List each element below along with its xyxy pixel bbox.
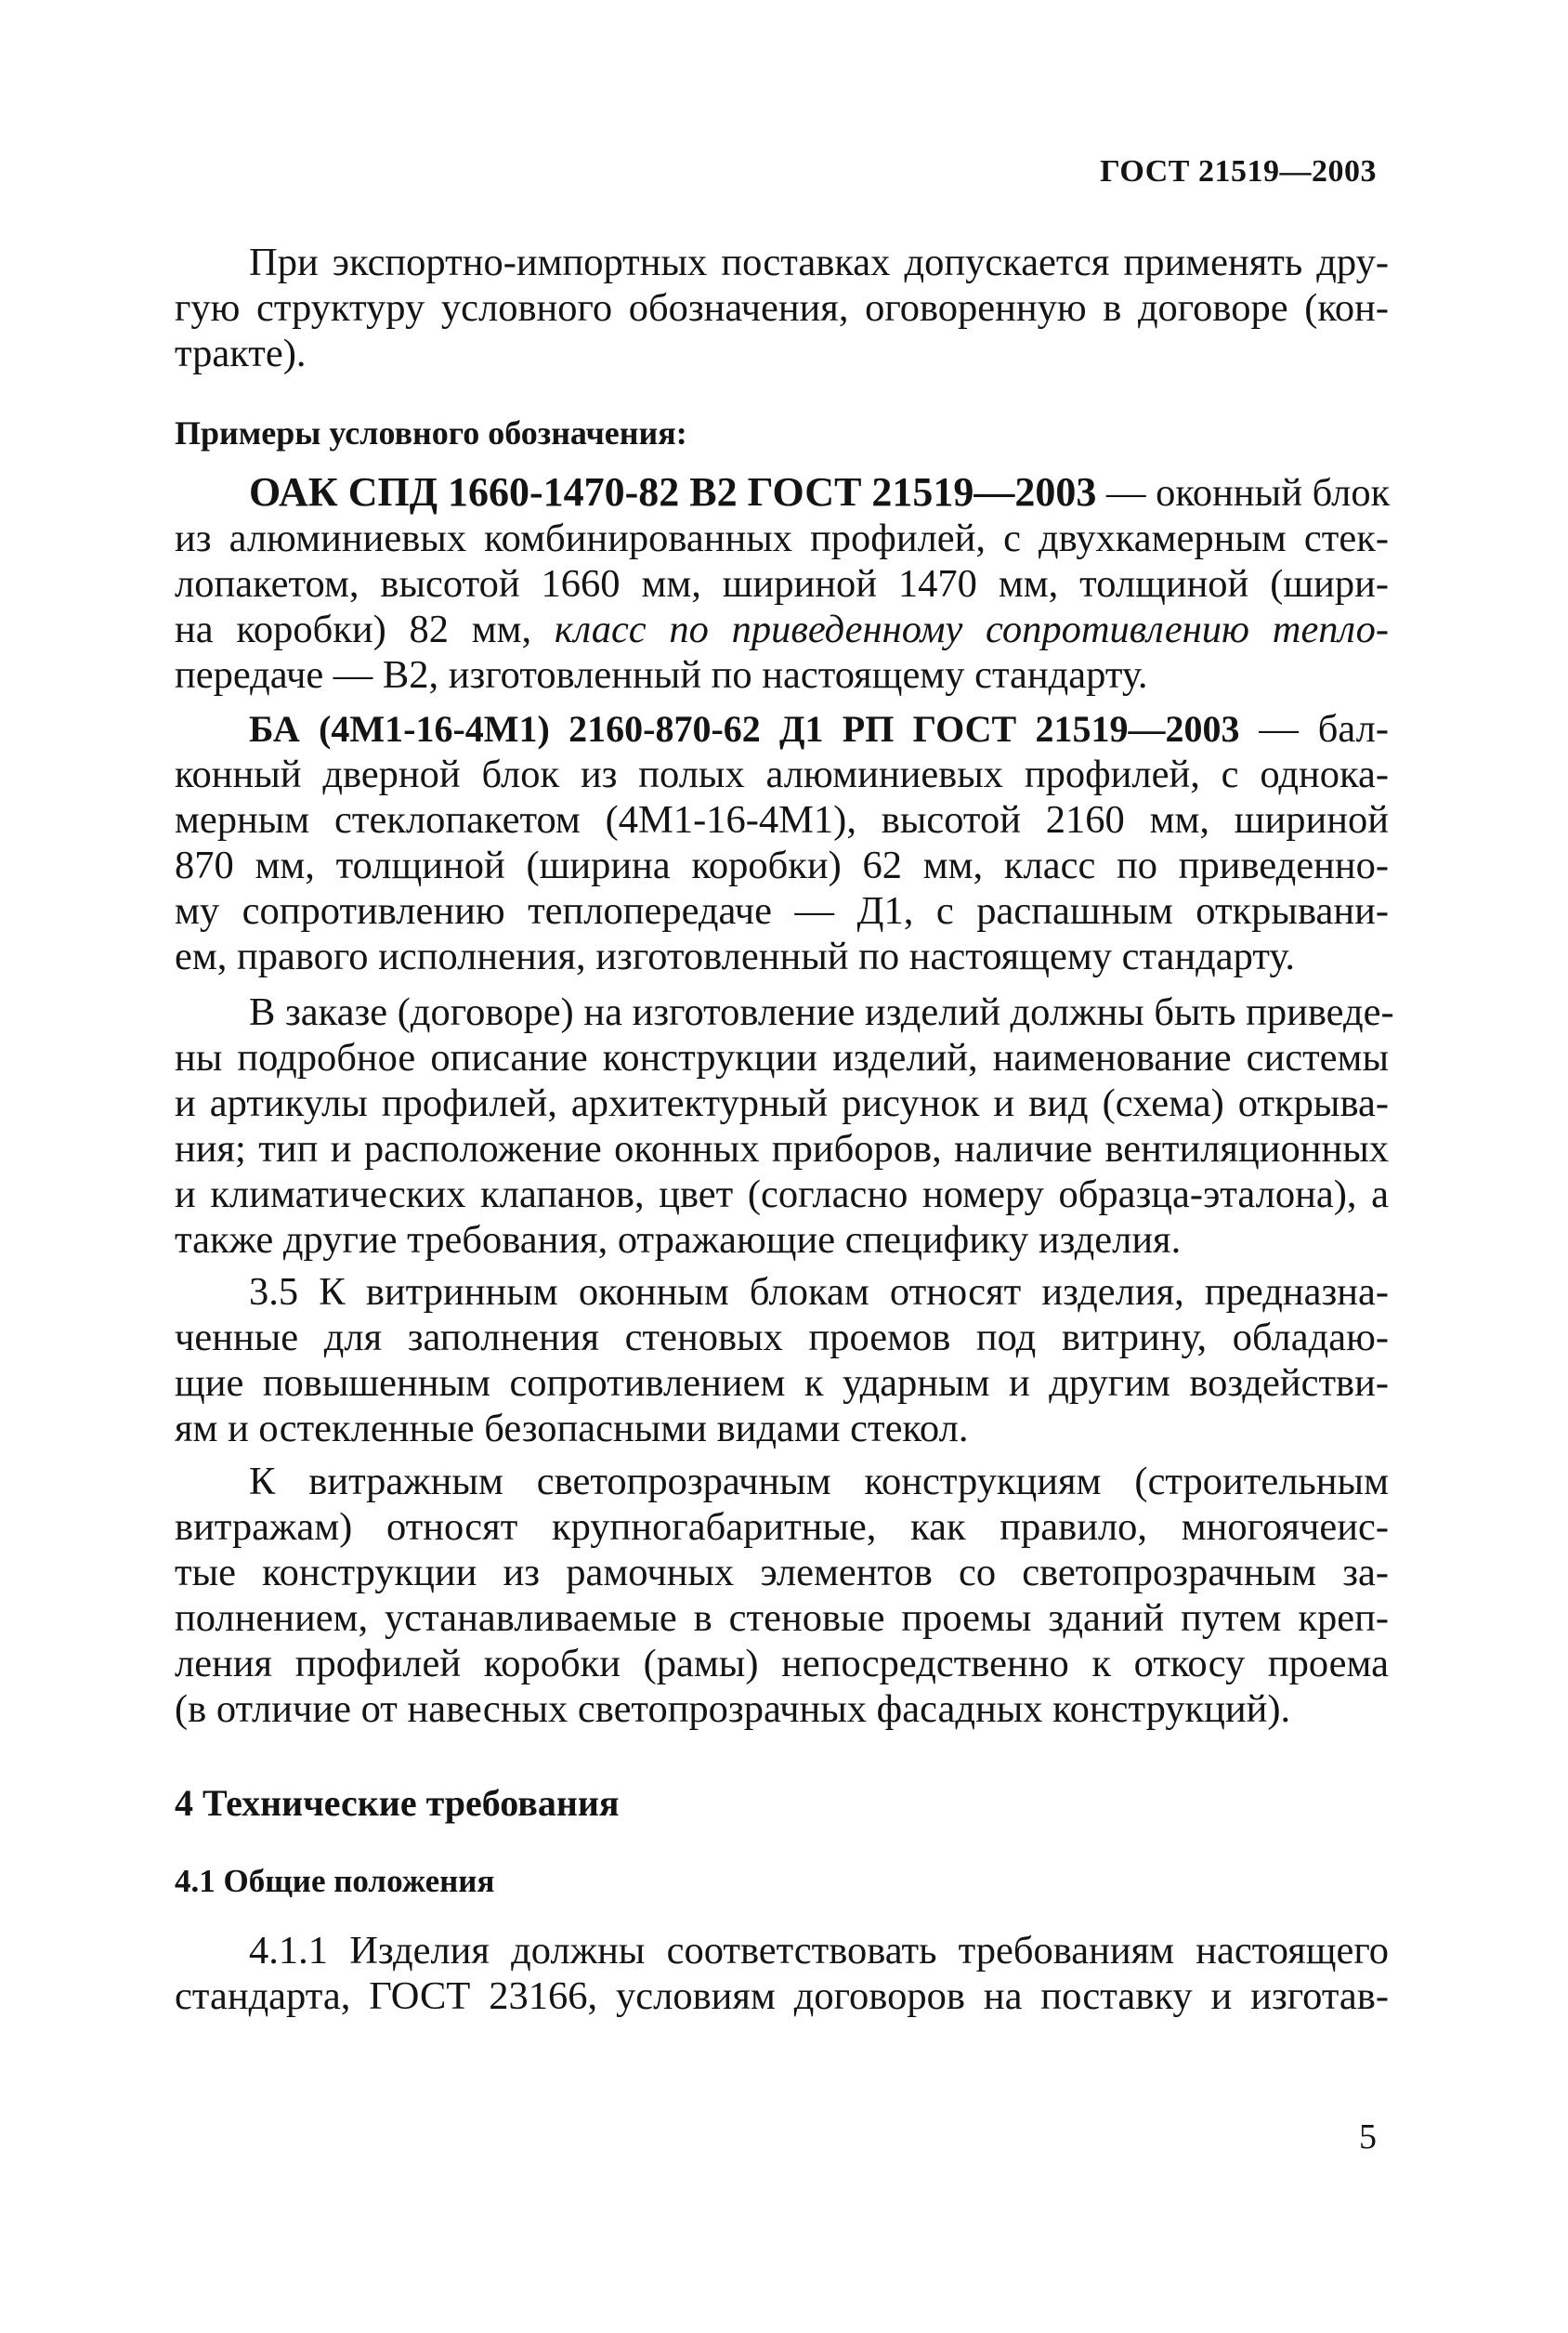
text-line: ченные для заполнения стеновых проемов под витрину, обладаю- <box>175 1316 1389 1359</box>
example-1-code: ОАК СПД 1660-1470-82 В2 ГОСТ 21519—2003 <box>249 469 1097 515</box>
paragraph-3-5 <box>175 1269 1389 1451</box>
section-4-1-title: 4.1 Общие положения <box>175 1863 495 1899</box>
text-line: ны подробное описание конструкции изделий, наименование системы <box>175 1036 1389 1080</box>
paragraph-export <box>175 240 1389 376</box>
page-number: 5 <box>1359 2117 1377 2156</box>
example-1 <box>175 469 1389 698</box>
text-line <box>175 706 1389 752</box>
text-line: тые конструкции из рамочных элементов со светопрозрачным за- <box>175 1551 1389 1594</box>
text-line: (в отличие от навесных светопрозрачных фасадных конструкций). <box>175 1687 1291 1731</box>
text-line: и климатических клапанов, цвет (согласно номеру образца-эталона), а <box>175 1173 1389 1216</box>
text-line <box>175 469 1389 516</box>
text-line: стандарта, ГОСТ 23166, условиям договоров на поставку и изготав- <box>175 1974 1389 2018</box>
text-line: ления профилей коробки (рамы) непосредственно к откосу проема <box>175 1642 1389 1685</box>
text-line: из алюминиевых комбинированных профилей, с двухкамерным стек- <box>175 517 1389 560</box>
paragraph-vitrazh <box>175 1459 1389 1732</box>
text-line: витражам) относят крупногабаритные, как правило, многоячеис- <box>175 1505 1389 1549</box>
text-line: гую структуру условного обозначения, оговоренную в договоре (кон- <box>175 286 1389 330</box>
document-code-header: ГОСТ 21519—2003 <box>1100 154 1377 189</box>
paragraph-order <box>175 990 1394 1263</box>
text-line: 3.5 К витринным оконным блокам относят изделия, предназна- <box>249 1270 1389 1314</box>
example-2-desc-start: — бал- <box>1239 707 1389 751</box>
text-line: му сопротивлению теплопередаче — Д1, с распашным открывани- <box>175 889 1389 933</box>
text-line: ям и остекленные безопасными видами стекол. <box>175 1407 969 1450</box>
text-line: лопакетом, высотой 1660 мм, шириной 1470 мм, толщиной (шири- <box>175 562 1389 606</box>
examples-heading: Примеры условного обозначения: <box>175 414 687 452</box>
text-line: При экспортно-импортных поставках допускается применять дру- <box>249 241 1389 284</box>
text-line: В заказе (договоре) на изготовление изделий должны быть приведе- <box>249 990 1394 1034</box>
text-line: 870 мм, толщиной (ширина коробки) 62 мм, класс по приведенно- <box>175 844 1389 887</box>
italic-fragment: класс по приведенному сопротивлению тепло- <box>554 608 1390 651</box>
section-4-title: 4 Технические требования <box>175 1782 620 1824</box>
text-fragment: на коробки) 82 мм, <box>175 608 555 651</box>
text-line: ния; тип и расположение оконных приборов, наличие вентиляционных <box>175 1127 1389 1171</box>
text-line: конный дверной блок из полых алюминиевых профилей, с однока- <box>175 753 1389 796</box>
text-line: полнением, устанавливаемые в стеновые проемы зданий путем креп- <box>175 1596 1389 1640</box>
text-line: и артикулы профилей, архитектурный рисунок и вид (схема) открыва- <box>175 1081 1389 1125</box>
text-line: тракте). <box>175 332 307 375</box>
paragraph-4-1-1 <box>175 1928 1389 2019</box>
text-line: также другие требования, отражающие специфику изделия. <box>175 1218 1182 1262</box>
example-2-code: БА (4М1-16-4М1) 2160-870-62 Д1 РП ГОСТ 21519—2003 <box>249 708 1240 750</box>
example-2 <box>175 706 1389 979</box>
text-line: ем, правого исполнения, изготовленный по настоящему стандарту. <box>175 935 1295 978</box>
text-line: 4.1.1 Изделия должны соответствовать требованиям настоящего <box>249 1929 1389 1973</box>
example-1-desc-start: — оконный блок <box>1096 471 1391 515</box>
text-line: передаче — В2, изготовленный по настоящему стандарту. <box>175 653 1148 697</box>
text-line: мерным стеклопакетом (4М1-16-4М1), высотой 2160 мм, шириной <box>175 798 1389 842</box>
text-line <box>175 607 1389 652</box>
text-line: щие повышенным сопротивлением к ударным и другим воздействи- <box>175 1361 1389 1405</box>
text-line: К витражным светопрозрачным конструкциям (строительным <box>249 1460 1389 1503</box>
